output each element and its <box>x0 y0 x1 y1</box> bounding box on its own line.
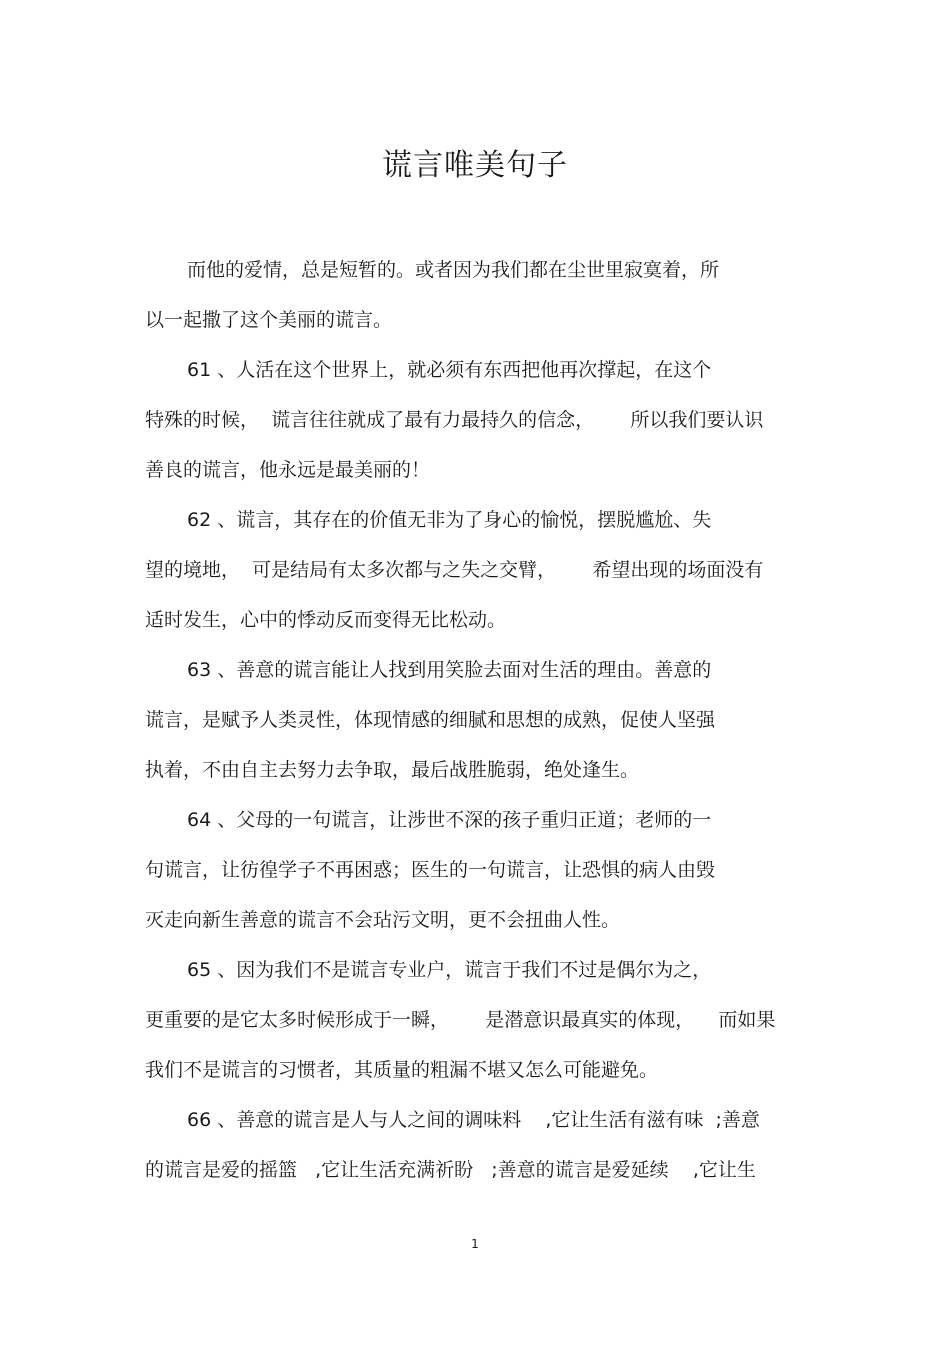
paragraph-line: 谎言，是赋予人类灵性，体现情感的细腻和思想的成熟，促使人坚强 <box>145 709 716 731</box>
paragraph-line: 而他的爱情，总是短暂的。或者因为我们都在尘世里寂寞着，所 <box>187 259 720 281</box>
paragraph-line: 望的境地， 可是结局有太多次都与之失之交臂， 希望出现的场面没有 <box>145 559 764 581</box>
paragraph-line: 灭走向新生善意的谎言不会玷污文明，更不会扭曲人性。 <box>145 909 621 931</box>
paragraph-line: 善良的谎言，他永远是最美丽的！ <box>145 459 431 481</box>
paragraph-line: 特殊的时候， 谎言往往就成了最有力最持久的信念， 所以我们要认识 <box>145 409 764 431</box>
paragraph-line: 以一起撒了这个美丽的谎言。 <box>145 309 393 331</box>
paragraph-line: 句谎言，让彷徨学子不再困惑；医生的一句谎言，让恐惧的病人由毁 <box>145 859 716 881</box>
paragraph-line: 适时发生，心中的悸动反而变得无比松动。 <box>145 609 507 631</box>
page-title: 谎言唯美句子 <box>382 148 568 183</box>
paragraph-line: 执着，不由自主去努力去争取，最后战胜脆弱，绝处逢生。 <box>145 759 640 781</box>
paragraph-line: 的谎言是爱的摇篮 ,它让生活充满祈盼 ;善意的谎言是爱延续 ,它让生 <box>145 1159 756 1181</box>
page-number: 1 <box>471 1237 479 1251</box>
paragraph-line: 更重要的是它太多时候形成于一瞬， 是潜意识最真实的体现， 而如果 <box>145 1009 776 1031</box>
paragraph-line: 66 、善意的谎言是人与人之间的调味料 ,它让生活有滋有味 ;善意 <box>187 1109 760 1131</box>
paragraph-line: 65 、因为我们不是谎言专业户，谎言于我们不过是偶尔为之， <box>187 959 712 981</box>
paragraph-line: 63 、善意的谎言能让人找到用笑脸去面对生活的理由。善意的 <box>187 659 712 681</box>
paragraph-line: 62 、谎言，其存在的价值无非为了身心的愉悦，摆脱尴尬、失 <box>187 509 712 531</box>
paragraph-line: 64 、父母的一句谎言，让涉世不深的孩子重归正道；老师的一 <box>187 809 712 831</box>
paragraph-line: 61 、人活在这个世界上，就必须有东西把他再次撑起，在这个 <box>187 359 712 381</box>
paragraph-line: 我们不是谎言的习惯者，其质量的粗漏不堪又怎么可能避免。 <box>145 1059 659 1081</box>
